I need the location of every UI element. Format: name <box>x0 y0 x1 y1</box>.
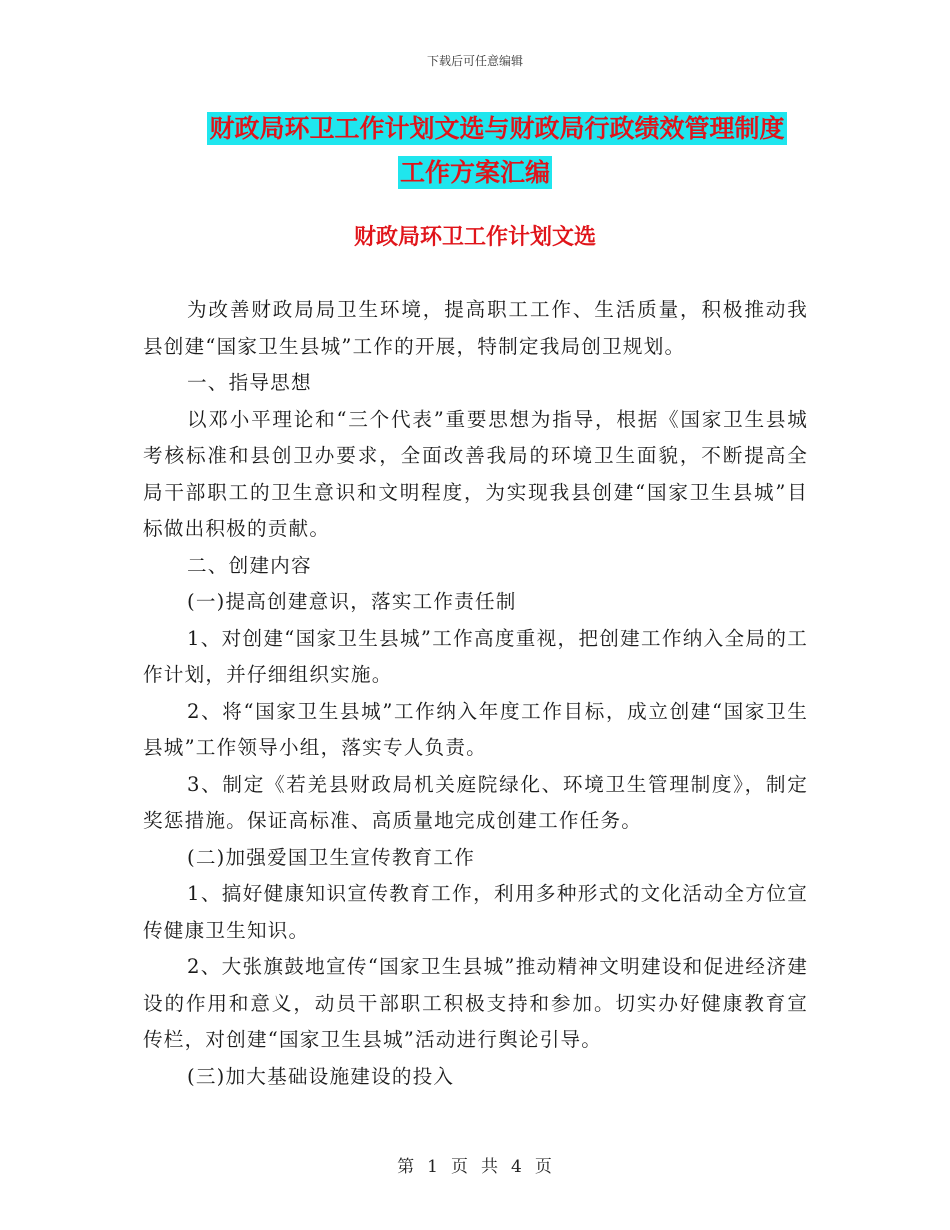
title-highlight-2: 工作方案汇编 <box>399 158 550 187</box>
list-item-2-2: 2、大张旗鼓地宣传“国家卫生县城”推动精神文明建设和促进经济建设的作用和意义，动员干部职工积极支持和参加。切实办好健康教育宣传栏，对创建“国家卫生县城”活动进行舆论引导。 <box>143 955 808 1051</box>
list-item-1-1: 1、对创建“国家卫生县城”工作高度重视，把创建工作纳入全局的工作计划，并仔细组织实施。 <box>143 626 808 686</box>
subheading-3: (三)加大基础设施建设的投入 <box>187 1064 455 1088</box>
paragraph-guiding-ideology: 以邓小平理论和“三个代表”重要思想为指导，根据《国家卫生县城考核标准和县创卫办要求，全面改善我局的环境卫生面貌，不断提高全局干部职工的卫生意识和文明程度，为实现我县创建“国家卫生县城”目标做出积极的贡献。 <box>143 407 808 540</box>
footer-total-unit: 页 <box>534 1157 553 1177</box>
subheading-1: (一)提高创建意识，落实工作责任制 <box>187 590 517 613</box>
subheading-2: (二)加强爱国卫生宣传教育工作 <box>187 845 476 869</box>
page-number: 1 <box>427 1157 439 1177</box>
header-note: 下载后可任意编辑 <box>426 54 523 68</box>
list-item-2-1: 1、搞好健康知识宣传教育工作，利用多种形式的文化活动全方位宣传健康卫生知识。 <box>143 882 808 942</box>
footer-prefix: 第 <box>397 1157 416 1177</box>
document-title-line-2 <box>0 155 950 191</box>
footer-page-unit: 页 <box>451 1157 469 1177</box>
title-highlight-1: 财政局环卫工作计划文选与财政局行政绩效管理制度 <box>209 114 785 143</box>
heading-guiding-ideology: 一、指导思想 <box>187 371 312 394</box>
total-pages: 4 <box>511 1157 523 1177</box>
paragraph-intro: 为改善财政局局卫生环境，提高职工工作、生活质量，积极推动我县创建“国家卫生县城”工作的开展，特制定我局创卫规划。 <box>143 298 808 358</box>
list-item-1-2: 2、将“国家卫生县城”工作纳入年度工作目标，成立创建“国家卫生县城”工作领导小组，落实专人负责。 <box>143 699 808 759</box>
section-title: 财政局环卫工作计划文选 <box>353 225 596 250</box>
heading-creation-content: 二、创建内容 <box>187 553 312 577</box>
document-body <box>143 292 808 1095</box>
list-item-1-3: 3、制定《若羌县财政局机关庭院绿化、环境卫生管理制度》，制定奖惩措施。保证高标准、高质量地完成创建工作任务。 <box>143 772 808 832</box>
page-footer <box>0 1152 950 1177</box>
footer-total-prefix: 共 <box>481 1157 499 1177</box>
document-title-line-1 <box>22 111 950 147</box>
